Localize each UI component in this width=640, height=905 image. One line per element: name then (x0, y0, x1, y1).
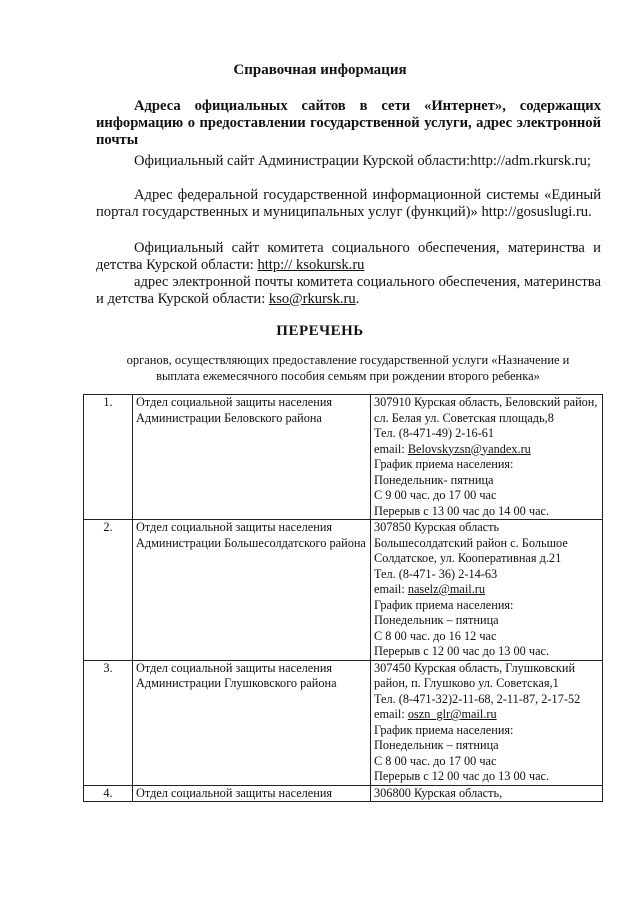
offices-table-body (84, 395, 603, 802)
office-address: 306800 Курская область, (374, 785, 503, 800)
committee-email-link[interactable]: kso@rkursk.ru (268, 291, 356, 307)
list-title: ПЕРЕЧЕНЬ (276, 323, 364, 339)
committee-site-paragraph (96, 240, 601, 274)
office-name: Отдел социальной защиты населения Администрации Глушковского района (133, 660, 371, 785)
table-row (84, 520, 603, 661)
committee-email-text: адрес электронной почты комитета социального обеспечения, материнства и детства Курской области: (96, 274, 601, 307)
admin-site-paragraph: Официальный сайт Администрации Курской области:http://adm.rkursk.ru; (134, 153, 591, 169)
office-email-label: email: (374, 441, 408, 456)
federal-portal-paragraph: Адрес федеральной государственной информационной системы «Единый портал государственных и муниципальных услуг (функций)» http://gosuslugi.ru. (96, 187, 601, 220)
office-hours: С 8 00 час. до 17 00 час (374, 753, 497, 768)
committee-site-text: Официальный сайт комитета социального обеспечения, материнства и детства Курской области: (96, 240, 601, 273)
table-row (84, 785, 603, 802)
office-phone: Тел. (8-471-32)2-11-68, 2-11-87, 2-17-52 (374, 691, 581, 706)
sites-heading: Адреса официальных сайтов в сети «Интернет», содержащих информацию о предоставлении государственной услуги, адрес электронной почты (96, 98, 601, 148)
office-address: 307850 Курская область Большесолдатский район с. Большое Солдатское, ул. Кооперативная д.21 (374, 520, 568, 565)
office-name: Отдел социальной защиты населения Администрации Беловского района (133, 395, 371, 520)
office-number: 2. (84, 520, 133, 661)
table-row (84, 660, 603, 785)
office-number: 4. (84, 785, 133, 802)
office-email-label: email: (374, 582, 408, 596)
committee-site-link[interactable]: http:// ksokursk.ru (257, 257, 365, 273)
office-name: Отдел социальной защиты населения (133, 785, 371, 802)
office-days: Понедельник – пятница (374, 738, 499, 752)
office-days: Понедельник- пятница (374, 472, 494, 487)
office-number: 1. (84, 395, 133, 520)
office-hours: С 8 00 час. до 16 12 час (374, 628, 497, 643)
offices-table (83, 394, 603, 802)
office-email-label: email: (374, 707, 408, 721)
office-address: 307910 Курская область, Беловский район, сл. Белая ул. Советская площадь,8 (374, 395, 598, 425)
office-contacts (371, 785, 603, 802)
office-break: Перерыв с 13 00 час до 14 00 час. (374, 503, 550, 518)
office-schedule-title: График приема населения: (374, 722, 514, 737)
office-hours: С 9 00 час. до 17 00 час (374, 488, 497, 502)
office-email-line (374, 442, 599, 458)
office-contacts (371, 520, 603, 661)
office-break: Перерыв с 12 00 час до 13 00 час. (374, 644, 550, 658)
office-name: Отдел социальной защиты населения Администрации Большесолдатского района (133, 520, 371, 661)
office-email-link[interactable]: oszn_glr@mail.ru (407, 707, 497, 721)
committee-email-period: . (355, 291, 360, 307)
office-address: 307450 Курская область, Глушковский район, п. Глушково ул. Советская,1 (374, 660, 576, 690)
office-email-line (374, 582, 599, 598)
office-schedule-title: График приема населения: (374, 597, 514, 612)
office-phone: Тел. (8-471- 36) 2-14-63 (374, 566, 498, 581)
office-break: Перерыв с 12 00 час до 13 00 час. (374, 769, 550, 783)
office-schedule-title: График приема населения: (374, 457, 514, 471)
table-row (84, 395, 603, 520)
office-contacts (371, 660, 603, 785)
office-phone: Тел. (8-471-49) 2-16-61 (374, 426, 495, 440)
committee-email-paragraph (96, 274, 601, 308)
office-number: 3. (84, 660, 133, 785)
office-days: Понедельник – пятница (374, 613, 499, 627)
page-title: Справочная информация (233, 62, 407, 78)
list-subtitle: органов, осуществляющих предоставление государственной услуги «Назначение и выплата ежемесячного пособия семьям при рождении второго ребенка» (126, 353, 570, 383)
office-email-link[interactable]: Belovskyzsn@yandex.ru (407, 441, 531, 456)
office-contacts (371, 395, 603, 520)
office-email-link[interactable]: naselz@mail.ru (407, 582, 486, 596)
office-email-line (374, 707, 599, 723)
